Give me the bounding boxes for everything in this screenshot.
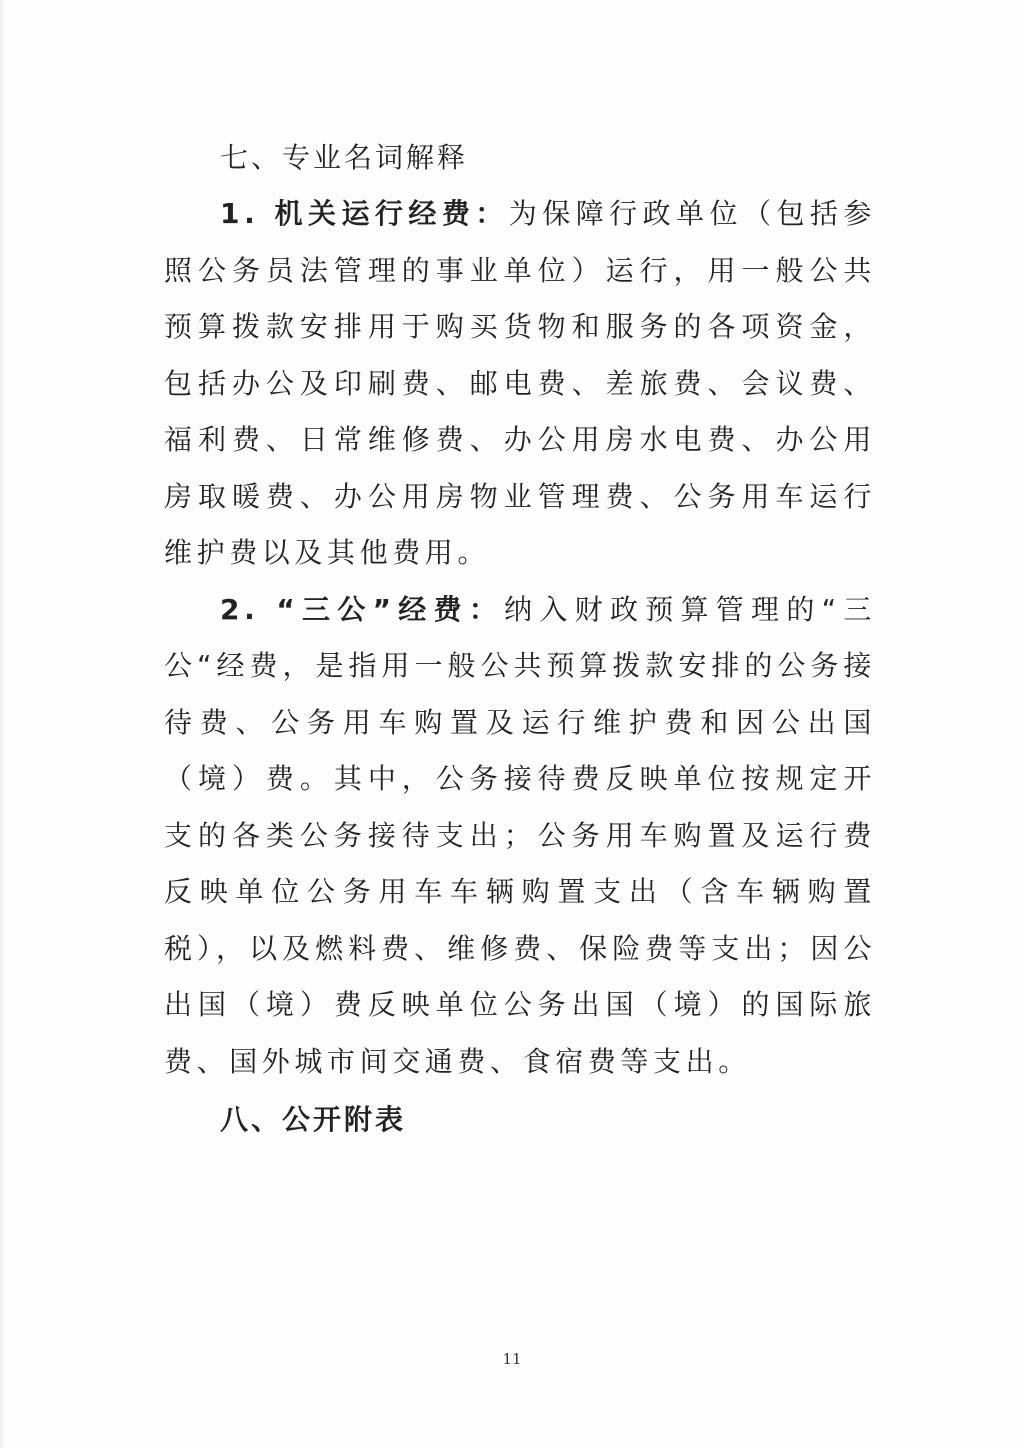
definition-text-1: 为保障行政单位（包括参照公务员法管理的事业单位）运行，用一般公共预算拨款安排用于购买货物和服务的各项资金，包括办公及印刷费、邮电费、差旅费、会议费、福利费、日常维修费、办公用房水电费、办公用房取暖费、办公用房物业管理费、公务用车运行维护费以及其他费用。 [164, 197, 876, 569]
page-number: 11 [502, 1350, 522, 1368]
scan-edge-shadow [0, 0, 6, 1448]
document-body [164, 130, 876, 1148]
definition-item-2 [164, 582, 876, 1091]
section-7-heading: 七、专业名词解释 [220, 141, 469, 174]
definition-text-2: 纳入财政预算管理的“三公“经费，是指用一般公共预算拨款安排的公务接待费、公务用车购置及运行维护费和因公出国（境）费。其中，公务接待费反映单位按规定开支的各类公务接待支出；公务用车购置及运行费反映单位公务用车车辆购置支出（含车辆购置税），以及燃料费、维修费、保险费等支出；因公出国（境）费反映单位公务出国（境）的国际旅费、国外城市间交通费、食宿费等支出。 [164, 592, 876, 1078]
definition-item-1 [164, 186, 876, 582]
definition-term-1: 1. 机关运行经费： [220, 197, 509, 230]
section-8-heading: 八、公开附表 [220, 1103, 407, 1136]
definition-term-2: 2. “三公”经费： [220, 592, 505, 626]
